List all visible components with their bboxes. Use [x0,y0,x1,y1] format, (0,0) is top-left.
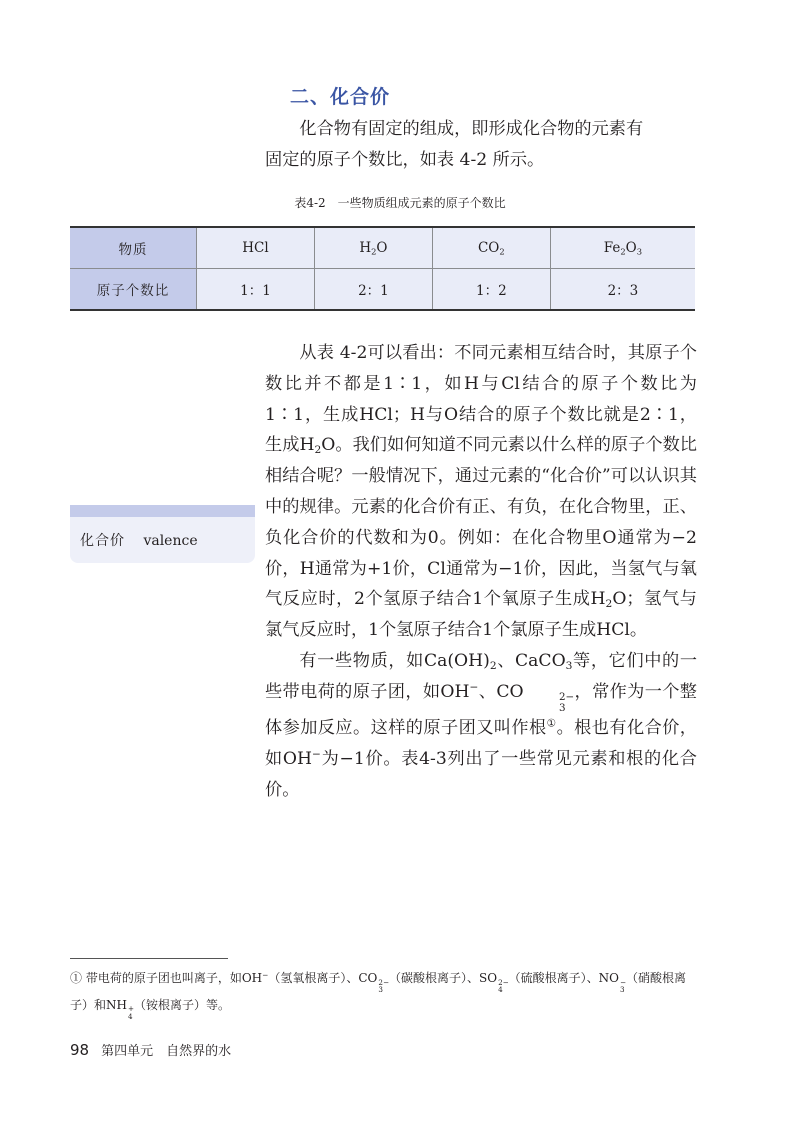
table-header-substance: 物质 [70,227,197,269]
intro-line-2: 固定的原子个数比，如表 4-2 所示。 [265,149,545,170]
table-4-2 [70,226,695,311]
ratio-h2o: 2：1 [314,269,432,311]
sidebar-glossary [70,505,255,563]
footnote-rule [70,958,228,959]
ratio-hcl: 1：1 [197,269,315,311]
body-text [265,338,697,805]
intro-line-1: 化合物有固定的组成，即形成化合物的元素有 [299,119,644,139]
intro-paragraph [265,114,697,176]
substance-hcl: HCl [197,227,315,269]
footnote: ① 带电荷的原子团也叫离子，如OH−（氢氧根离子）、CO 2− 3 （碳酸根离子）、SO 2− 4 （硫酸根离子）、NO − 3 （硝酸根离子）和NH + 4 （铵根离子）等。 [70,970,687,1021]
table-row-ratios [70,269,695,311]
table-header-ratio: 原子个数比 [70,269,197,311]
glossary-term-zh: 化合价 [80,533,125,549]
table-row-substances [70,227,695,269]
ratio-co2: 1：2 [432,269,550,311]
substance-fe2o3: $Fe_2O_3$ [550,227,695,269]
body-paragraph-2: 有一些物质，如$Ca(OH)_2$、CaCO$_3$等，它们中的一些带电荷的原子团，如OH−、CO 2− 3 ，常作为一个整体参加反应。这样的原子团又叫作根①。根也有化合价，如OH−为−1价。表4-3列出了一些常见元素和根的化合价。 [265,650,698,800]
substance-co2: $CO_2$ [432,227,550,269]
section-heading: 二、化合价 [290,86,391,108]
chapter-title: 第四单元 自然界的水 [101,1044,232,1059]
page-number: 98 [70,1041,90,1059]
table-caption: 表4-2 一些物质组成元素的原子个数比 [294,196,506,210]
ratio-fe2o3: 2：3 [550,269,695,311]
body-paragraph-1: 从表 4-2可以看出：不同元素相互结合时，其原子个数比并不都是1∶1，如H与Cl结合的原子个数比为1∶1，生成HCl；H与O结合的原子个数比就是2∶1，生成$H_2O$。我们如何知道不同元素以什么样的原子个数比相结合呢？一般情况下，通过元素的“化合价”可以认识其中的规律。元素的化合价有正、有负，在化合物里，正、负化合价的代数和为0。例如：在化合物里O通常为−2价，H通常为+1价，Cl通常为−1价，因此，当氢气与氧气反应时，2个氢原子结合1个氧原子生成$H_2O$；氢气与氯气反应时，1个氢原子结合1个氯原子生成HCl。 [265,343,697,641]
glossary-term-en: valence [143,533,198,549]
substance-h2o: $H_2O$ [314,227,432,269]
page-footer [70,1040,231,1059]
